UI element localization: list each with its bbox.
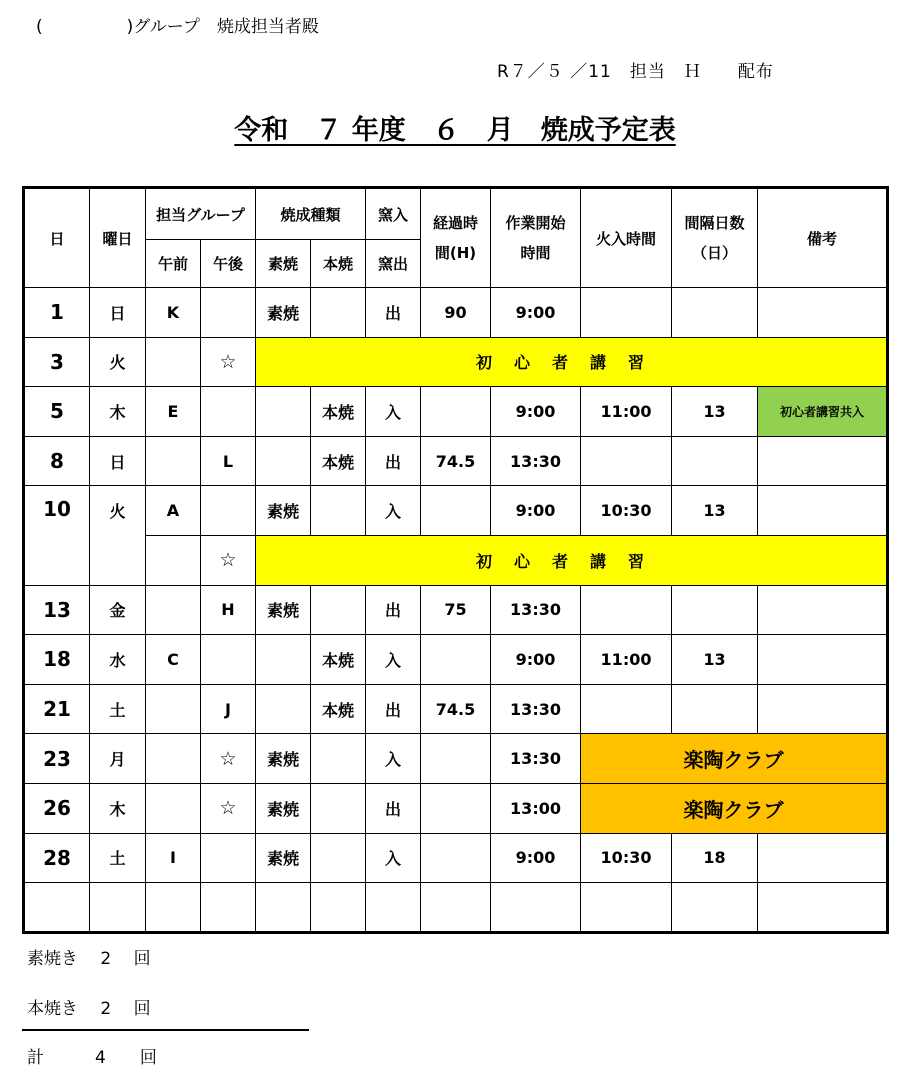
cell-inout: 入 — [366, 734, 421, 784]
cell-start: 13:30 — [491, 436, 581, 486]
cell-remarks — [758, 883, 888, 933]
firing-schedule-table — [22, 186, 889, 934]
cell-day: 10 — [24, 486, 90, 585]
beginner-lecture-banner: 初心者講習 — [256, 535, 888, 585]
cell-bisque: 素焼 — [256, 783, 311, 833]
rakuto-club-banner: 楽陶クラブ — [581, 734, 888, 784]
cell-bisque: 素焼 — [256, 288, 311, 338]
cell-interval: 13 — [672, 387, 758, 437]
cell-bisque: 素焼 — [256, 734, 311, 784]
cell-weekday: 木 — [90, 387, 146, 437]
cell-fire: 11:00 — [581, 635, 672, 685]
cell-bisque — [256, 684, 311, 734]
cell-am: K — [146, 288, 201, 338]
cell-am — [146, 535, 201, 585]
header-pm: 午後 — [201, 240, 256, 288]
cell-bisque: 素焼 — [256, 585, 311, 635]
cell-remarks-shared-lecture: 初心者講習共入 — [758, 387, 888, 437]
cell-start: 13:30 — [491, 585, 581, 635]
cell-weekday — [90, 883, 146, 933]
header-am: 午前 — [146, 240, 201, 288]
header-interval-line1: 間隔日数 — [684, 214, 745, 232]
cell-bisque — [256, 635, 311, 685]
summary-total: 計 4 回 — [27, 1048, 157, 1068]
header-elapsed-line1: 経過時 — [433, 214, 479, 232]
cell-am — [146, 883, 201, 933]
header-firing-type: 焼成種類 — [256, 188, 366, 240]
table-row — [24, 734, 888, 784]
cell-interval — [672, 585, 758, 635]
cell-pm: L — [201, 436, 256, 486]
cell-inout: 入 — [366, 387, 421, 437]
cell-fire — [581, 684, 672, 734]
cell-elapsed: 75 — [421, 585, 491, 635]
summary-bisque-count: 素焼き 2 回 — [27, 949, 151, 969]
cell-day: 8 — [24, 436, 90, 486]
cell-glaze — [311, 734, 366, 784]
cell-inout: 入 — [366, 486, 421, 536]
cell-bisque — [256, 387, 311, 437]
cell-interval: 13 — [672, 635, 758, 685]
cell-interval — [672, 684, 758, 734]
table-row — [24, 436, 888, 486]
cell-am — [146, 585, 201, 635]
cell-fire — [581, 288, 672, 338]
cell-remarks — [758, 436, 888, 486]
addressee-text: )グループ 焼成担当者殿 — [126, 17, 319, 37]
cell-day — [24, 883, 90, 933]
cell-pm — [201, 387, 256, 437]
cell-am: E — [146, 387, 201, 437]
cell-glaze — [311, 783, 366, 833]
header-fire-time: 火入時間 — [581, 188, 672, 288]
cell-elapsed: 90 — [421, 288, 491, 338]
cell-day: 23 — [24, 734, 90, 784]
cell-am — [146, 734, 201, 784]
addressee-open: ( — [36, 17, 43, 37]
cell-weekday: 日 — [90, 436, 146, 486]
table-row — [24, 684, 888, 734]
cell-interval: 18 — [672, 833, 758, 883]
table-row — [24, 833, 888, 883]
cell-day: 26 — [24, 783, 90, 833]
cell-weekday: 水 — [90, 635, 146, 685]
cell-glaze — [311, 833, 366, 883]
cell-glaze: 本焼 — [311, 436, 366, 486]
cell-start: 9:00 — [491, 288, 581, 338]
header-kiln-in: 窯入 — [366, 188, 421, 240]
table-row — [24, 585, 888, 635]
table-row — [24, 535, 888, 585]
header-bisque: 素焼 — [256, 240, 311, 288]
table-row-empty — [24, 883, 888, 933]
cell-fire: 10:30 — [581, 833, 672, 883]
cell-am — [146, 783, 201, 833]
cell-inout: 出 — [366, 585, 421, 635]
cell-am: I — [146, 833, 201, 883]
table-row — [24, 337, 888, 387]
cell-start: 9:00 — [491, 635, 581, 685]
star-icon: ☆ — [201, 535, 256, 585]
cell-elapsed: 74.5 — [421, 684, 491, 734]
cell-day: 18 — [24, 635, 90, 685]
cell-am — [146, 436, 201, 486]
cell-start: 13:30 — [491, 684, 581, 734]
cell-elapsed — [421, 734, 491, 784]
cell-remarks — [758, 635, 888, 685]
header-elapsed — [421, 188, 491, 288]
cell-am — [146, 684, 201, 734]
cell-weekday: 木 — [90, 783, 146, 833]
cell-day: 13 — [24, 585, 90, 635]
cell-inout: 出 — [366, 684, 421, 734]
cell-start: 13:00 — [491, 783, 581, 833]
cell-elapsed — [421, 486, 491, 536]
cell-weekday: 金 — [90, 585, 146, 635]
header-interval-line2: （日） — [692, 244, 738, 262]
summary-glaze-count: 本焼き 2 回 — [27, 999, 151, 1019]
cell-remarks — [758, 288, 888, 338]
star-icon: ☆ — [201, 734, 256, 784]
header-day: 日 — [24, 188, 90, 288]
star-icon: ☆ — [201, 337, 256, 387]
cell-glaze — [311, 288, 366, 338]
header-group: 担当グループ — [146, 188, 256, 240]
cell-start: 13:30 — [491, 734, 581, 784]
cell-day: 3 — [24, 337, 90, 387]
cell-am — [146, 337, 201, 387]
cell-glaze — [311, 585, 366, 635]
cell-pm: H — [201, 585, 256, 635]
addressee-line — [36, 12, 319, 37]
cell-remarks — [758, 833, 888, 883]
cell-fire: 11:00 — [581, 387, 672, 437]
cell-pm: J — [201, 684, 256, 734]
cell-fire: 10:30 — [581, 486, 672, 536]
cell-elapsed: 74.5 — [421, 436, 491, 486]
header-start-line2: 時間 — [520, 244, 551, 262]
header-elapsed-line2: 間(H) — [434, 244, 477, 262]
cell-remarks — [758, 486, 888, 536]
distribution-line: R７／５ ／11 担当 Ｈ 配布 — [497, 62, 774, 82]
cell-day: 1 — [24, 288, 90, 338]
cell-inout: 入 — [366, 833, 421, 883]
cell-glaze: 本焼 — [311, 635, 366, 685]
cell-glaze: 本焼 — [311, 387, 366, 437]
cell-elapsed — [421, 783, 491, 833]
cell-glaze — [311, 883, 366, 933]
cell-start: 9:00 — [491, 387, 581, 437]
cell-pm — [201, 486, 256, 536]
cell-elapsed — [421, 635, 491, 685]
header-start — [491, 188, 581, 288]
cell-interval — [672, 288, 758, 338]
cell-pm — [201, 833, 256, 883]
cell-start — [491, 883, 581, 933]
cell-weekday: 日 — [90, 288, 146, 338]
cell-interval — [672, 436, 758, 486]
header-row-1 — [24, 188, 888, 240]
rakuto-club-banner: 楽陶クラブ — [581, 783, 888, 833]
cell-weekday: 月 — [90, 734, 146, 784]
header-kiln-out: 窯出 — [366, 240, 421, 288]
cell-bisque: 素焼 — [256, 833, 311, 883]
summary-divider — [22, 1029, 309, 1031]
header-start-line1: 作業開始 — [505, 214, 566, 232]
cell-day: 5 — [24, 387, 90, 437]
cell-bisque: 素焼 — [256, 486, 311, 536]
cell-start: 9:00 — [491, 833, 581, 883]
cell-day: 21 — [24, 684, 90, 734]
cell-bisque — [256, 883, 311, 933]
cell-start: 9:00 — [491, 486, 581, 536]
page-title: 令和 ７ 年度 ６ 月 焼成予定表 — [234, 115, 676, 146]
header-glaze: 本焼 — [311, 240, 366, 288]
cell-weekday: 火 — [90, 486, 146, 585]
page-title-wrap — [0, 108, 910, 147]
cell-elapsed — [421, 833, 491, 883]
cell-remarks — [758, 684, 888, 734]
table-row — [24, 486, 888, 536]
header-interval — [672, 188, 758, 288]
table-row — [24, 635, 888, 685]
cell-pm — [201, 883, 256, 933]
cell-glaze — [311, 486, 366, 536]
cell-pm — [201, 288, 256, 338]
cell-am: A — [146, 486, 201, 536]
cell-bisque — [256, 436, 311, 486]
table-row — [24, 387, 888, 437]
cell-inout: 入 — [366, 635, 421, 685]
cell-glaze: 本焼 — [311, 684, 366, 734]
cell-remarks — [758, 585, 888, 635]
cell-pm — [201, 635, 256, 685]
header-remarks: 備考 — [758, 188, 888, 288]
cell-inout — [366, 883, 421, 933]
beginner-lecture-banner: 初心者講習 — [256, 337, 888, 387]
cell-weekday: 土 — [90, 684, 146, 734]
cell-weekday: 火 — [90, 337, 146, 387]
table-row — [24, 783, 888, 833]
header-weekday: 曜日 — [90, 188, 146, 288]
cell-day: 28 — [24, 833, 90, 883]
cell-inout: 出 — [366, 288, 421, 338]
cell-fire — [581, 436, 672, 486]
cell-inout: 出 — [366, 783, 421, 833]
cell-fire — [581, 883, 672, 933]
star-icon: ☆ — [201, 783, 256, 833]
cell-interval: 13 — [672, 486, 758, 536]
cell-weekday: 土 — [90, 833, 146, 883]
cell-elapsed — [421, 387, 491, 437]
table-row — [24, 288, 888, 338]
cell-interval — [672, 883, 758, 933]
cell-elapsed — [421, 883, 491, 933]
cell-inout: 出 — [366, 436, 421, 486]
cell-am: C — [146, 635, 201, 685]
cell-fire — [581, 585, 672, 635]
